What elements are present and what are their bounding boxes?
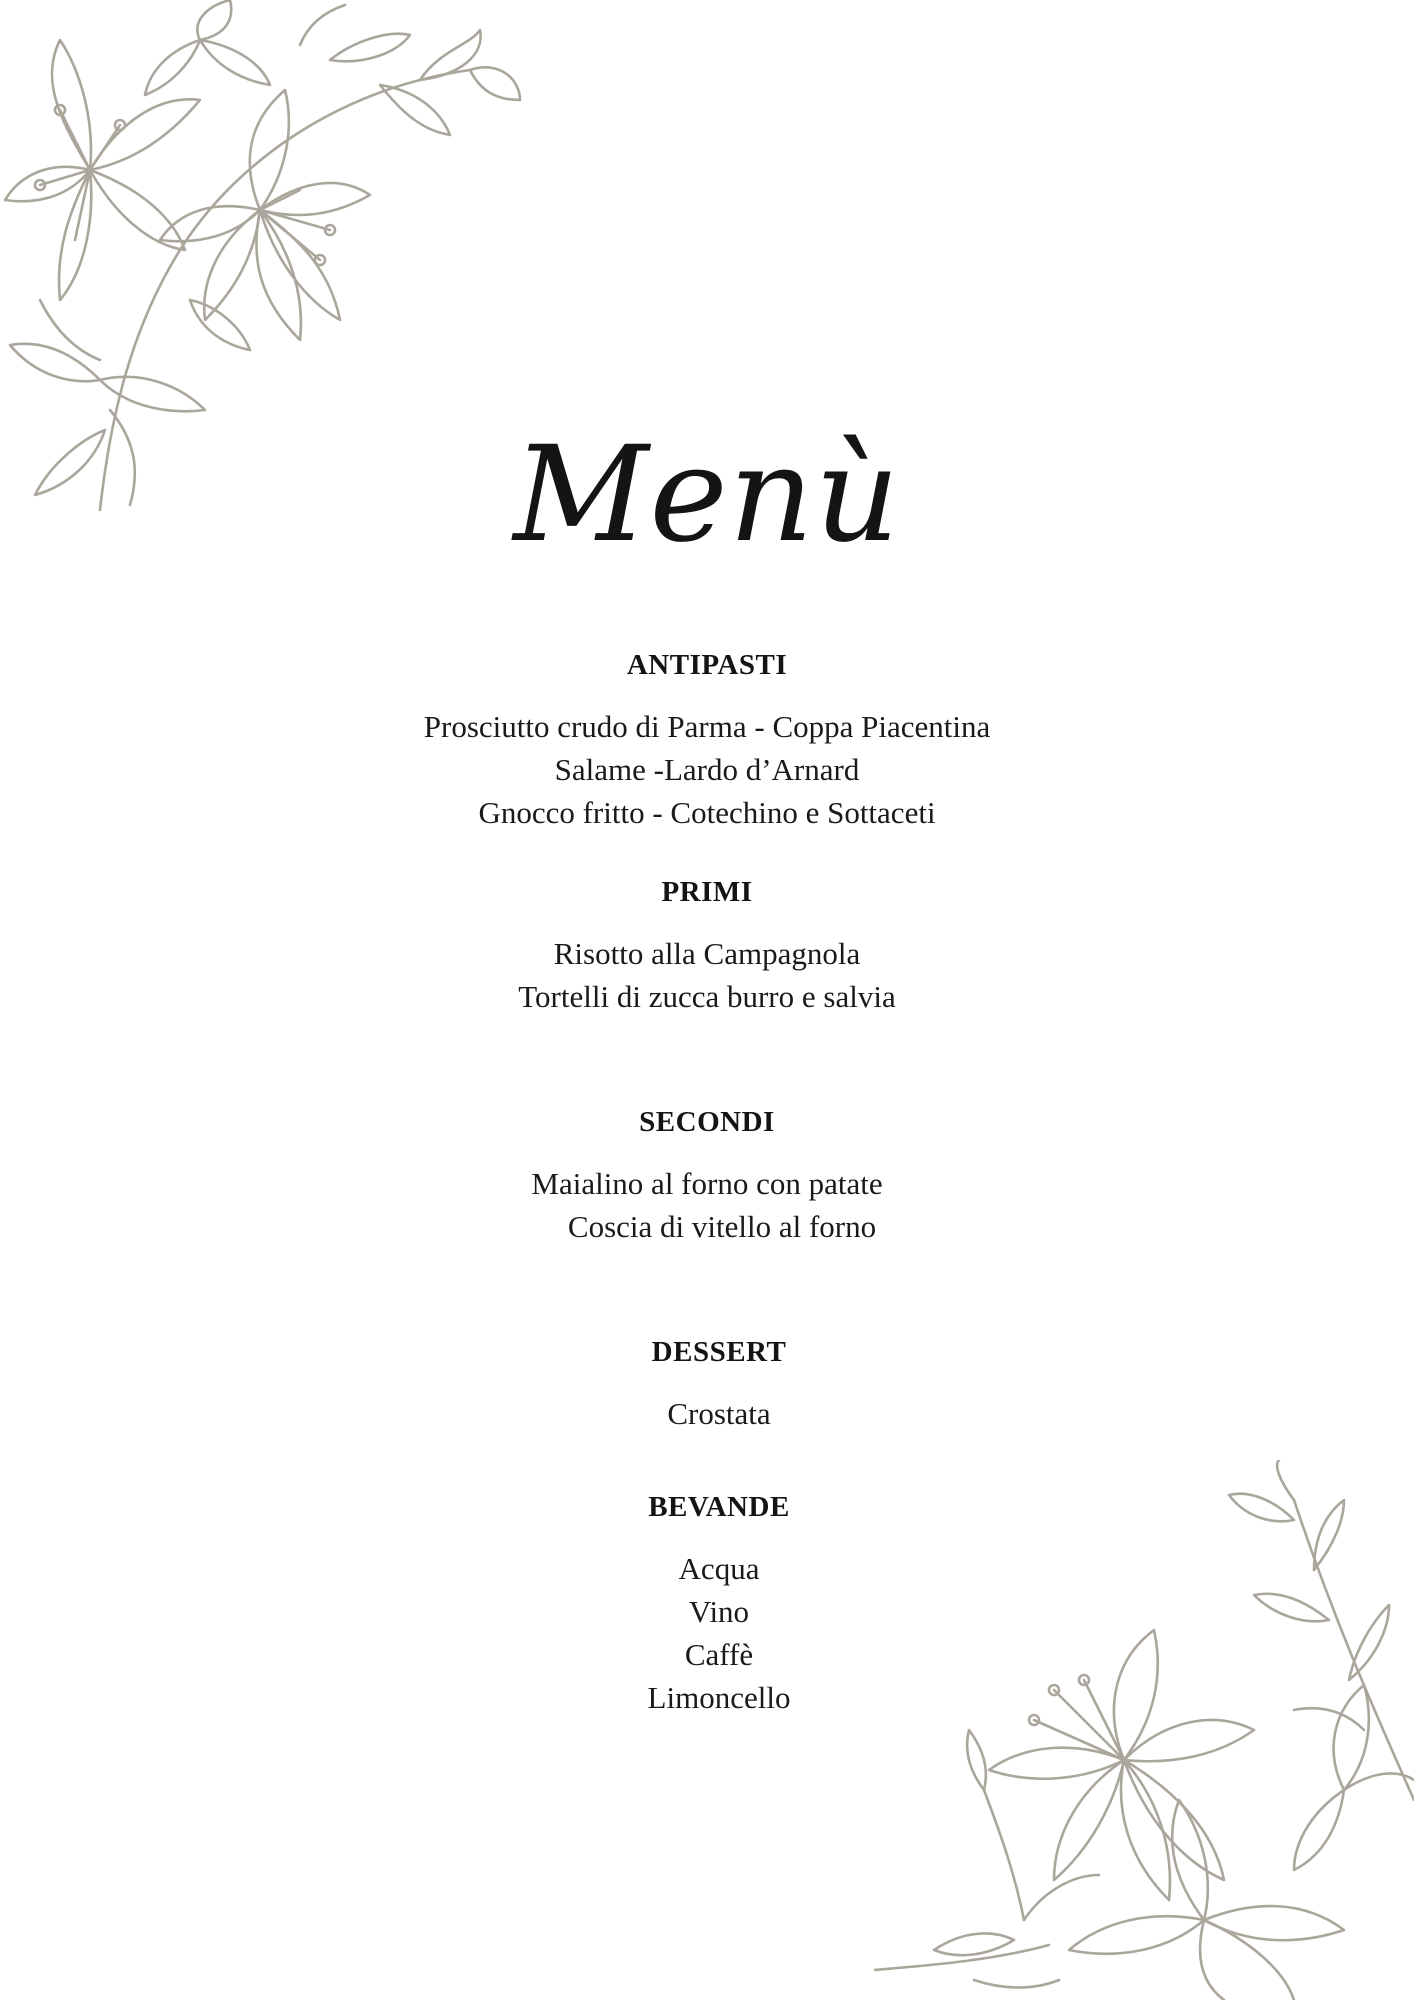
menu-item: Prosciutto crudo di Parma - Coppa Piacentina: [423, 709, 991, 744]
section-secondi: [0, 1102, 1414, 1248]
section-dessert: [0, 1332, 1414, 1435]
menu-item: Tortelli di zucca burro e salvia: [518, 979, 896, 1014]
section-heading: ANTIPASTI: [626, 649, 788, 681]
section-primi: [0, 872, 1414, 1018]
section-heading: PRIMI: [661, 876, 753, 908]
menu-item: Caffè: [684, 1637, 754, 1672]
menu-item: Vino: [688, 1594, 750, 1629]
menu-item: Crostata: [667, 1396, 771, 1431]
menu-item: Coscia di vitello al forno: [567, 1209, 877, 1244]
menu-item: Salame -Lardo d’Arnard: [554, 752, 860, 787]
menu-item: Limoncello: [647, 1680, 791, 1715]
section-heading: SECONDI: [639, 1106, 775, 1138]
menu-list: [0, 645, 1414, 1719]
section-antipasti: [0, 645, 1414, 834]
menu-item: Maialino al forno con patate: [531, 1166, 883, 1201]
section-heading: DESSERT: [651, 1336, 787, 1368]
menu-item: Acqua: [678, 1551, 760, 1586]
menu-item: Gnocco fritto - Cotechino e Sottaceti: [478, 795, 936, 830]
section-heading: BEVANDE: [648, 1491, 790, 1523]
section-bevande: [0, 1487, 1414, 1719]
menu-item: Risotto alla Campagnola: [553, 936, 861, 971]
menu-title: Menù: [513, 418, 901, 572]
